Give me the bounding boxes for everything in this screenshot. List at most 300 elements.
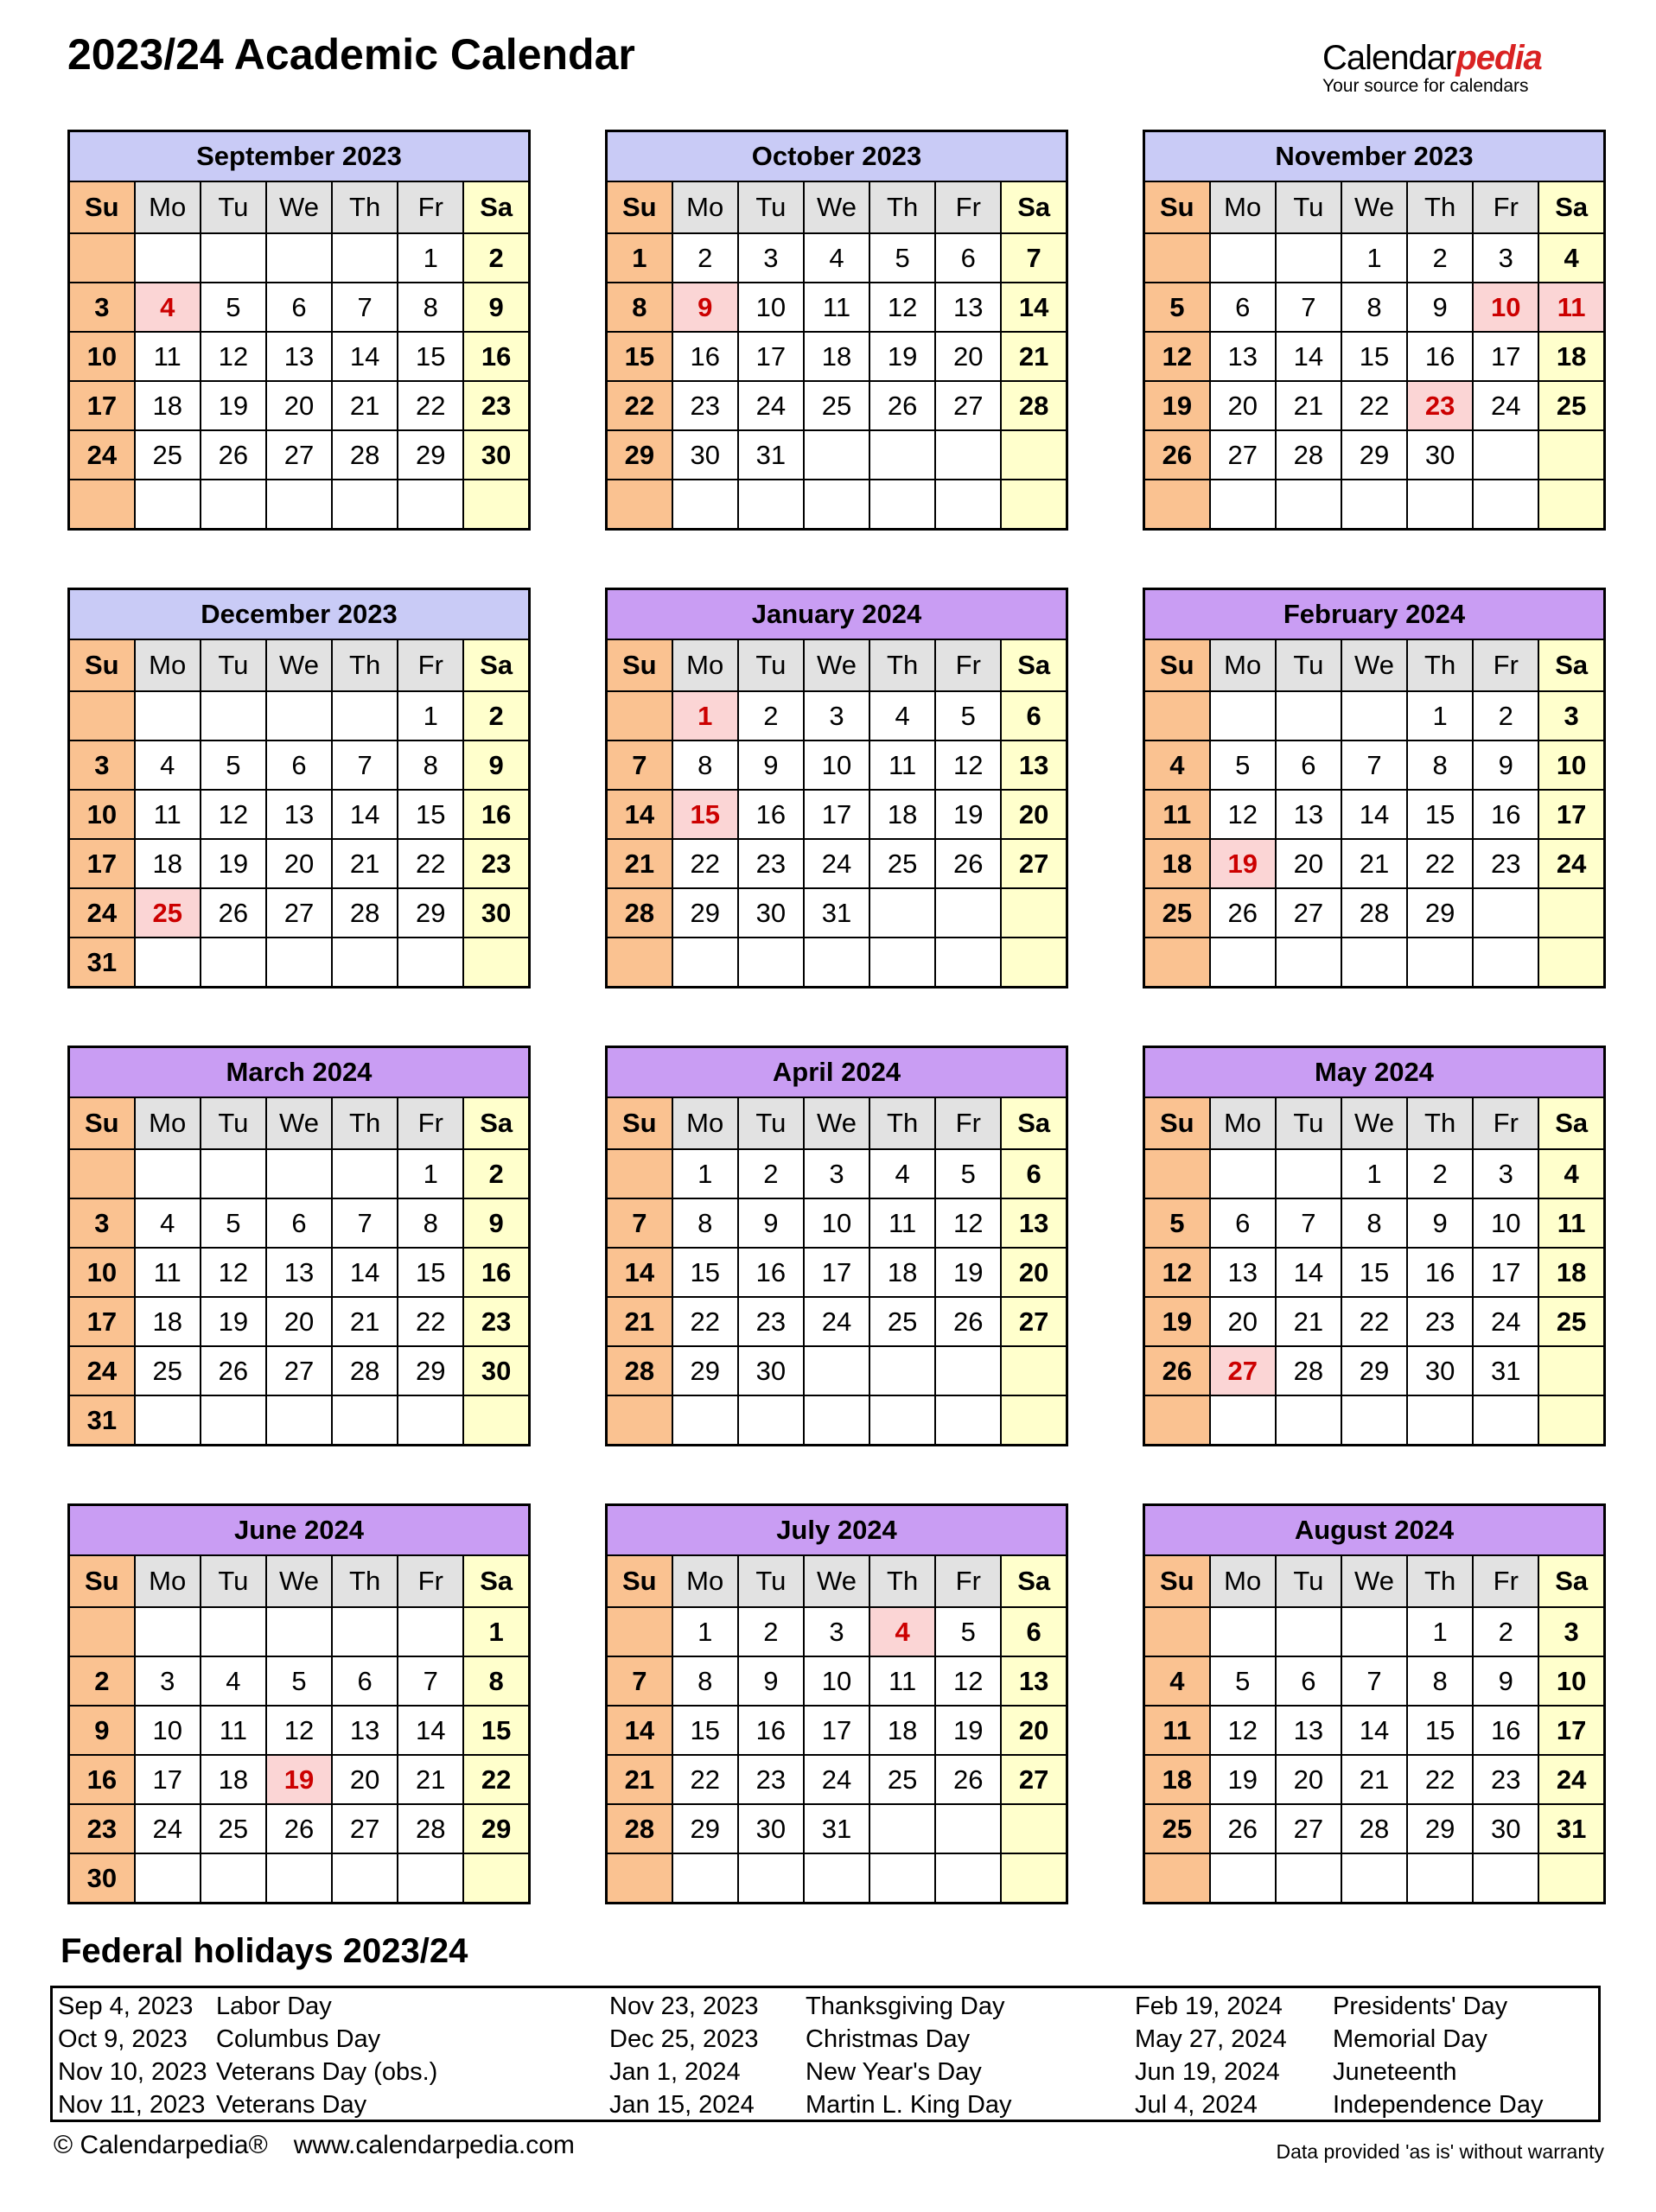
- date-cell-1: 1: [1407, 1607, 1473, 1656]
- date-cell-12: 12: [266, 1706, 332, 1755]
- date-cell-21: 21: [332, 839, 398, 888]
- date-cell-18: 18: [1538, 1248, 1604, 1297]
- date-cell-11: 11: [1144, 1706, 1210, 1755]
- date-cell-27: 27: [1001, 839, 1067, 888]
- date-cell-6: 6: [266, 1198, 332, 1248]
- date-cell-28: 28: [607, 888, 672, 938]
- date-cell-26: 26: [935, 1297, 1001, 1346]
- date-cell-25: 25: [1144, 888, 1210, 938]
- date-cell-3: 3: [804, 1607, 869, 1656]
- month-september-2023: [67, 130, 531, 531]
- date-cell-empty: [1538, 1395, 1604, 1446]
- day-header-tu: Tu: [738, 1555, 804, 1607]
- day-header-tu: Tu: [201, 181, 266, 233]
- date-cell-empty: [869, 1346, 935, 1395]
- date-cell-empty: [935, 1395, 1001, 1446]
- day-header-tu: Tu: [738, 639, 804, 691]
- date-cell-3: 3: [738, 233, 804, 283]
- holiday-date: Feb 19, 2024: [1135, 1992, 1283, 2020]
- date-cell-23: 23: [738, 1297, 804, 1346]
- date-cell-8: 8: [1407, 1656, 1473, 1706]
- date-cell-empty: [463, 1853, 529, 1904]
- date-cell-7: 7: [1341, 1656, 1407, 1706]
- date-cell-22: 22: [398, 839, 463, 888]
- footer-copyright: © Calendarpedia®: [54, 2131, 268, 2159]
- date-cell-14: 14: [332, 332, 398, 381]
- month-july-2024: [605, 1503, 1068, 1904]
- logo-wordmark: [1322, 40, 1608, 76]
- day-header-fr: Fr: [935, 1097, 1001, 1149]
- date-cell-empty: [1276, 480, 1341, 530]
- holiday-name: Veterans Day (obs.): [216, 2057, 438, 2086]
- date-cell-22: 22: [1341, 381, 1407, 430]
- date-cell-empty: [1001, 888, 1067, 938]
- date-cell-28: 28: [1341, 1804, 1407, 1853]
- date-cell-1: 1: [672, 1149, 738, 1198]
- federal-holidays-title: Federal holidays 2023/24: [61, 1932, 468, 1970]
- day-header-tu: Tu: [201, 639, 266, 691]
- date-cell-empty: [607, 1149, 672, 1198]
- date-cell-30: 30: [1473, 1804, 1538, 1853]
- date-cell-5: 5: [201, 741, 266, 790]
- date-cell-17: 17: [1473, 332, 1538, 381]
- date-cell-empty: [463, 480, 529, 530]
- date-cell-14: 14: [332, 1248, 398, 1297]
- date-cell-11: 11: [135, 1248, 201, 1297]
- date-cell-empty: [266, 1853, 332, 1904]
- date-cell-empty: [463, 938, 529, 988]
- day-header-su: Su: [69, 1555, 135, 1607]
- date-cell-19: 19: [1144, 381, 1210, 430]
- date-cell-23: 23: [738, 839, 804, 888]
- month-october-2023: [605, 130, 1068, 531]
- date-cell-3: 3: [1473, 1149, 1538, 1198]
- date-cell-17: 17: [804, 1706, 869, 1755]
- date-cell-26: 26: [1210, 888, 1276, 938]
- date-cell-25: 25: [869, 839, 935, 888]
- date-cell-24: 24: [69, 888, 135, 938]
- day-header-su: Su: [69, 639, 135, 691]
- date-cell-23: 23: [672, 381, 738, 430]
- date-cell-10: 10: [69, 790, 135, 839]
- date-cell-2: 2: [1473, 691, 1538, 741]
- date-cell-21: 21: [1276, 1297, 1341, 1346]
- date-cell-empty: [1473, 480, 1538, 530]
- date-cell-15: 15: [607, 332, 672, 381]
- day-header-sa: Sa: [1001, 181, 1067, 233]
- date-cell-30: 30: [738, 1804, 804, 1853]
- date-cell-14: 14: [1276, 332, 1341, 381]
- date-cell-25: 25: [1538, 1297, 1604, 1346]
- date-cell-7: 7: [607, 741, 672, 790]
- date-cell-1: 1: [607, 233, 672, 283]
- date-cell-empty: [1538, 938, 1604, 988]
- date-cell-20: 20: [266, 839, 332, 888]
- date-cell-27: 27: [1001, 1755, 1067, 1804]
- date-cell-14: 14: [607, 1248, 672, 1297]
- date-cell-27: 27: [266, 430, 332, 480]
- date-cell-13: 13: [935, 283, 1001, 332]
- holiday-name: Martin L. King Day: [806, 2090, 1012, 2119]
- day-header-mo: Mo: [1210, 181, 1276, 233]
- day-header-tu: Tu: [738, 181, 804, 233]
- day-header-su: Su: [69, 181, 135, 233]
- date-cell-empty: [1210, 1853, 1276, 1904]
- day-header-th: Th: [869, 1555, 935, 1607]
- day-header-we: We: [266, 181, 332, 233]
- date-cell-16: 16: [1473, 1706, 1538, 1755]
- date-cell-empty: [1538, 430, 1604, 480]
- date-cell-empty: [1144, 1395, 1210, 1446]
- date-cell-8: 8: [463, 1656, 529, 1706]
- date-cell-27: 27: [332, 1804, 398, 1853]
- holiday-date: Jan 1, 2024: [609, 2057, 741, 2086]
- date-cell-empty: [266, 1149, 332, 1198]
- date-cell-empty: [1001, 938, 1067, 988]
- holiday-name: Juneteenth: [1333, 2057, 1457, 2086]
- date-cell-25: 25: [1538, 381, 1604, 430]
- date-cell-15: 15: [1407, 1706, 1473, 1755]
- date-cell-19: 19: [201, 839, 266, 888]
- date-cell-10: 10: [804, 741, 869, 790]
- date-cell-31: 31: [69, 1395, 135, 1446]
- date-cell-29: 29: [398, 888, 463, 938]
- date-cell-2: 2: [463, 691, 529, 741]
- date-cell-19: 19: [935, 1248, 1001, 1297]
- date-cell-12: 12: [935, 741, 1001, 790]
- date-cell-10: 10: [1538, 1656, 1604, 1706]
- holiday-name: Independence Day: [1333, 2090, 1544, 2119]
- date-cell-23: 23: [1407, 1297, 1473, 1346]
- date-cell-empty: [1210, 233, 1276, 283]
- date-cell-24: 24: [1473, 1297, 1538, 1346]
- date-cell-8: 8: [398, 283, 463, 332]
- date-cell-30: 30: [69, 1853, 135, 1904]
- date-cell-16: 16: [738, 1248, 804, 1297]
- date-cell-30: 30: [1407, 430, 1473, 480]
- date-cell-10: 10: [1538, 741, 1604, 790]
- month-title: March 2024: [69, 1047, 530, 1098]
- date-cell-empty: [332, 480, 398, 530]
- month-title: July 2024: [607, 1505, 1067, 1556]
- date-cell-28: 28: [398, 1804, 463, 1853]
- date-cell-empty: [1210, 938, 1276, 988]
- date-cell-21: 21: [398, 1755, 463, 1804]
- date-cell-empty: [1473, 430, 1538, 480]
- date-cell-13: 13: [1210, 332, 1276, 381]
- date-cell-empty: [1473, 938, 1538, 988]
- date-cell-9: 9: [738, 1198, 804, 1248]
- day-header-fr: Fr: [1473, 1555, 1538, 1607]
- date-cell-empty: [1407, 1853, 1473, 1904]
- date-cell-18: 18: [1538, 332, 1604, 381]
- date-cell-empty: [1144, 480, 1210, 530]
- date-cell-empty: [607, 1607, 672, 1656]
- date-cell-24: 24: [1538, 1755, 1604, 1804]
- date-cell-22: 22: [463, 1755, 529, 1804]
- date-cell-empty: [935, 1346, 1001, 1395]
- date-cell-9: 9: [672, 283, 738, 332]
- date-cell-empty: [1210, 1149, 1276, 1198]
- date-cell-2: 2: [738, 691, 804, 741]
- month-title: October 2023: [607, 131, 1067, 182]
- date-cell-18: 18: [869, 790, 935, 839]
- date-cell-empty: [266, 938, 332, 988]
- month-august-2024: [1143, 1503, 1606, 1904]
- date-cell-30: 30: [1407, 1346, 1473, 1395]
- date-cell-1: 1: [672, 1607, 738, 1656]
- date-cell-27: 27: [1276, 888, 1341, 938]
- date-cell-empty: [398, 1607, 463, 1656]
- date-cell-14: 14: [1341, 1706, 1407, 1755]
- date-cell-13: 13: [1276, 1706, 1341, 1755]
- holiday-date: Jun 19, 2024: [1135, 2057, 1280, 2086]
- day-header-we: We: [266, 1097, 332, 1149]
- holiday-date: Dec 25, 2023: [609, 2024, 759, 2053]
- date-cell-7: 7: [332, 283, 398, 332]
- date-cell-30: 30: [672, 430, 738, 480]
- date-cell-24: 24: [69, 430, 135, 480]
- month-title: May 2024: [1144, 1047, 1605, 1098]
- date-cell-6: 6: [1001, 1149, 1067, 1198]
- date-cell-26: 26: [201, 430, 266, 480]
- date-cell-27: 27: [266, 1346, 332, 1395]
- date-cell-18: 18: [804, 332, 869, 381]
- date-cell-5: 5: [935, 691, 1001, 741]
- date-cell-21: 21: [607, 1755, 672, 1804]
- date-cell-20: 20: [266, 1297, 332, 1346]
- date-cell-29: 29: [672, 1346, 738, 1395]
- date-cell-1: 1: [398, 1149, 463, 1198]
- date-cell-empty: [1276, 938, 1341, 988]
- date-cell-13: 13: [1001, 1198, 1067, 1248]
- date-cell-empty: [1210, 691, 1276, 741]
- date-cell-9: 9: [463, 1198, 529, 1248]
- date-cell-5: 5: [1210, 741, 1276, 790]
- date-cell-20: 20: [1001, 790, 1067, 839]
- footer-disclaimer: Data provided 'as is' without warranty: [1276, 2140, 1604, 2163]
- date-cell-26: 26: [1144, 1346, 1210, 1395]
- date-cell-11: 11: [869, 1198, 935, 1248]
- date-cell-25: 25: [135, 888, 201, 938]
- day-header-mo: Mo: [1210, 639, 1276, 691]
- day-header-su: Su: [607, 1097, 672, 1149]
- day-header-su: Su: [607, 181, 672, 233]
- date-cell-8: 8: [398, 1198, 463, 1248]
- date-cell-5: 5: [1144, 283, 1210, 332]
- date-cell-empty: [266, 691, 332, 741]
- date-cell-31: 31: [804, 1804, 869, 1853]
- date-cell-24: 24: [738, 381, 804, 430]
- date-cell-24: 24: [1538, 839, 1604, 888]
- date-cell-empty: [1144, 938, 1210, 988]
- date-cell-9: 9: [738, 1656, 804, 1706]
- date-cell-4: 4: [869, 1149, 935, 1198]
- date-cell-empty: [869, 480, 935, 530]
- date-cell-28: 28: [1276, 1346, 1341, 1395]
- date-cell-8: 8: [672, 1198, 738, 1248]
- day-header-th: Th: [332, 181, 398, 233]
- date-cell-21: 21: [332, 1297, 398, 1346]
- date-cell-16: 16: [463, 1248, 529, 1297]
- date-cell-empty: [738, 1395, 804, 1446]
- day-header-th: Th: [332, 639, 398, 691]
- day-header-su: Su: [1144, 639, 1210, 691]
- day-header-mo: Mo: [135, 181, 201, 233]
- date-cell-22: 22: [672, 1755, 738, 1804]
- date-cell-16: 16: [1407, 1248, 1473, 1297]
- holiday-date: Nov 10, 2023: [58, 2057, 207, 2086]
- holiday-name: Thanksgiving Day: [806, 1992, 1005, 2020]
- date-cell-empty: [1210, 480, 1276, 530]
- date-cell-6: 6: [1001, 1607, 1067, 1656]
- day-header-sa: Sa: [463, 1097, 529, 1149]
- date-cell-26: 26: [1210, 1804, 1276, 1853]
- date-cell-empty: [332, 1395, 398, 1446]
- date-cell-empty: [398, 938, 463, 988]
- month-title: September 2023: [69, 131, 530, 182]
- date-cell-empty: [869, 430, 935, 480]
- date-cell-29: 29: [1407, 1804, 1473, 1853]
- date-cell-empty: [201, 691, 266, 741]
- date-cell-3: 3: [1473, 233, 1538, 283]
- date-cell-18: 18: [201, 1755, 266, 1804]
- date-cell-4: 4: [869, 691, 935, 741]
- date-cell-empty: [1341, 1395, 1407, 1446]
- date-cell-1: 1: [398, 233, 463, 283]
- date-cell-15: 15: [672, 1706, 738, 1755]
- day-header-sa: Sa: [463, 181, 529, 233]
- date-cell-6: 6: [1210, 1198, 1276, 1248]
- date-cell-10: 10: [69, 1248, 135, 1297]
- day-header-sa: Sa: [1538, 639, 1604, 691]
- date-cell-empty: [463, 1395, 529, 1446]
- date-cell-7: 7: [332, 1198, 398, 1248]
- date-cell-empty: [935, 888, 1001, 938]
- date-cell-20: 20: [266, 381, 332, 430]
- date-cell-empty: [1341, 691, 1407, 741]
- date-cell-14: 14: [1001, 283, 1067, 332]
- day-header-sa: Sa: [1001, 1555, 1067, 1607]
- date-cell-26: 26: [266, 1804, 332, 1853]
- day-header-sa: Sa: [1538, 1097, 1604, 1149]
- holiday-name: New Year's Day: [806, 2057, 982, 2086]
- date-cell-9: 9: [1473, 1656, 1538, 1706]
- day-header-we: We: [1341, 181, 1407, 233]
- date-cell-empty: [201, 1395, 266, 1446]
- logo-part-red: pedia: [1455, 39, 1542, 77]
- date-cell-empty: [135, 938, 201, 988]
- date-cell-6: 6: [266, 283, 332, 332]
- date-cell-5: 5: [935, 1607, 1001, 1656]
- date-cell-2: 2: [1473, 1607, 1538, 1656]
- date-cell-28: 28: [607, 1804, 672, 1853]
- date-cell-24: 24: [804, 839, 869, 888]
- date-cell-22: 22: [672, 1297, 738, 1346]
- date-cell-7: 7: [398, 1656, 463, 1706]
- day-header-sa: Sa: [1538, 1555, 1604, 1607]
- date-cell-29: 29: [1407, 888, 1473, 938]
- date-cell-empty: [1276, 1853, 1341, 1904]
- date-cell-empty: [1276, 233, 1341, 283]
- day-header-sa: Sa: [463, 1555, 529, 1607]
- day-header-tu: Tu: [201, 1555, 266, 1607]
- date-cell-19: 19: [1210, 1755, 1276, 1804]
- date-cell-7: 7: [607, 1198, 672, 1248]
- date-cell-26: 26: [201, 1346, 266, 1395]
- date-cell-7: 7: [1001, 233, 1067, 283]
- date-cell-20: 20: [1001, 1248, 1067, 1297]
- date-cell-empty: [69, 691, 135, 741]
- date-cell-empty: [135, 1853, 201, 1904]
- date-cell-20: 20: [1210, 381, 1276, 430]
- date-cell-7: 7: [1341, 741, 1407, 790]
- date-cell-empty: [332, 938, 398, 988]
- date-cell-empty: [201, 233, 266, 283]
- date-cell-6: 6: [332, 1656, 398, 1706]
- date-cell-empty: [607, 1395, 672, 1446]
- day-header-sa: Sa: [1538, 181, 1604, 233]
- date-cell-empty: [266, 480, 332, 530]
- date-cell-13: 13: [332, 1706, 398, 1755]
- date-cell-empty: [1001, 1346, 1067, 1395]
- date-cell-1: 1: [398, 691, 463, 741]
- date-cell-8: 8: [398, 741, 463, 790]
- date-cell-empty: [607, 691, 672, 741]
- day-header-th: Th: [1407, 1555, 1473, 1607]
- date-cell-25: 25: [804, 381, 869, 430]
- date-cell-empty: [804, 1346, 869, 1395]
- date-cell-5: 5: [201, 1198, 266, 1248]
- date-cell-empty: [332, 1607, 398, 1656]
- date-cell-12: 12: [869, 283, 935, 332]
- day-header-we: We: [804, 1097, 869, 1149]
- date-cell-empty: [69, 480, 135, 530]
- date-cell-2: 2: [738, 1607, 804, 1656]
- date-cell-empty: [135, 480, 201, 530]
- date-cell-7: 7: [607, 1656, 672, 1706]
- date-cell-empty: [1210, 1395, 1276, 1446]
- date-cell-7: 7: [1276, 1198, 1341, 1248]
- holiday-date: Sep 4, 2023: [58, 1992, 194, 2020]
- month-title: February 2024: [1144, 589, 1605, 640]
- date-cell-2: 2: [463, 1149, 529, 1198]
- date-cell-27: 27: [1276, 1804, 1341, 1853]
- date-cell-22: 22: [607, 381, 672, 430]
- date-cell-19: 19: [1210, 839, 1276, 888]
- date-cell-empty: [1538, 888, 1604, 938]
- date-cell-20: 20: [1001, 1706, 1067, 1755]
- date-cell-31: 31: [1538, 1804, 1604, 1853]
- date-cell-12: 12: [1144, 1248, 1210, 1297]
- day-header-we: We: [1341, 639, 1407, 691]
- date-cell-29: 29: [607, 430, 672, 480]
- holiday-name: Veterans Day: [216, 2090, 367, 2119]
- date-cell-10: 10: [135, 1706, 201, 1755]
- date-cell-empty: [935, 430, 1001, 480]
- date-cell-empty: [869, 938, 935, 988]
- date-cell-27: 27: [935, 381, 1001, 430]
- date-cell-empty: [69, 1607, 135, 1656]
- day-header-we: We: [804, 639, 869, 691]
- date-cell-15: 15: [398, 1248, 463, 1297]
- day-header-mo: Mo: [1210, 1555, 1276, 1607]
- footer-website-link[interactable]: www.calendarpedia.com: [293, 2131, 575, 2159]
- date-cell-9: 9: [69, 1706, 135, 1755]
- date-cell-empty: [738, 1853, 804, 1904]
- date-cell-28: 28: [332, 888, 398, 938]
- date-cell-2: 2: [1407, 1149, 1473, 1198]
